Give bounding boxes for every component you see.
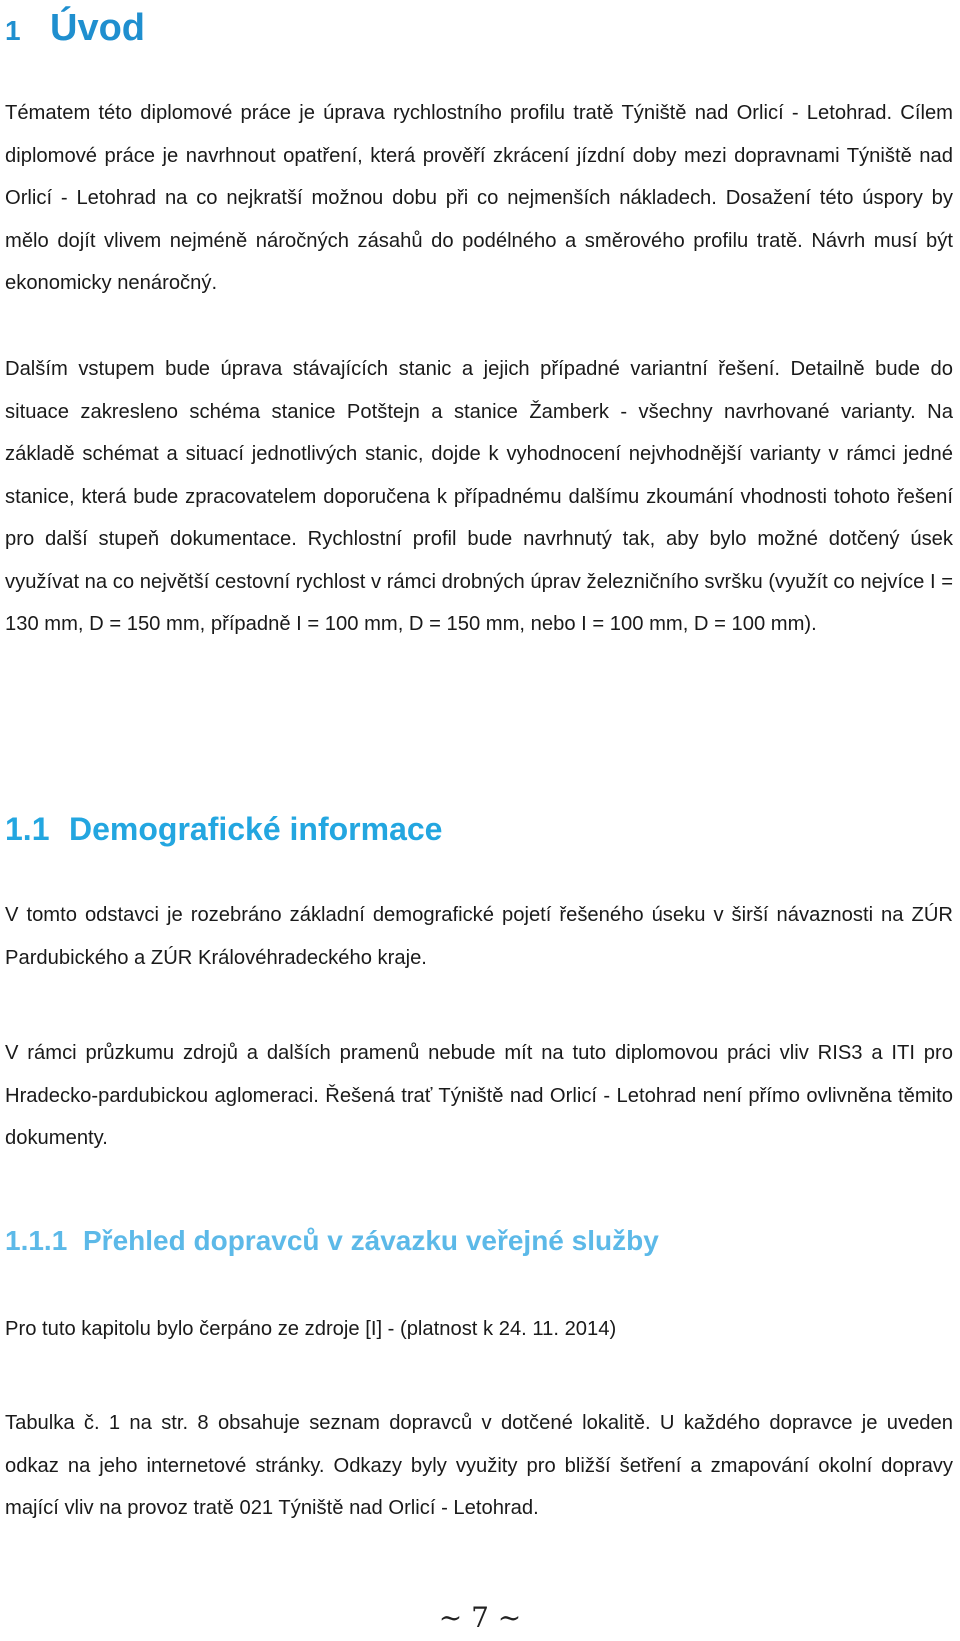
chapter-heading	[5, 2, 145, 57]
chapter-title: Úvod	[50, 7, 145, 49]
subsection-heading	[5, 1220, 659, 1262]
carriers-paragraph: Tabulka č. 1 na str. 8 obsahuje seznam dopravců v dotčené lokalitě. U každého dopravce je uveden odkaz na jeho internetové stránky. Odkazy byly využity pro bližší šetření a zmapování okolní dopravy mající vliv na provoz tratě 021 Týniště nad Orlicí - Letohrad.	[5, 1412, 953, 1519]
intro-paragraph-2: Dalším vstupem bude úprava stávajících stanic a jejich případné variantní řešení. Detailně bude do situace zakresleno schéma stanice Potštejn a stanice Žamberk - všechny navrhované varianty. Na základě schémat a situací jednotlivých stanic, dojde k vyhodnocení nejvhodnější varianty v rámci jedné stanice, která bude zpracovatelem doporučena k případnému dalšímu zkoumání vhodnosti tohoto řešení pro další stupeň dokumentace. Rychlostní profil bude navrhnutý tak, aby bylo možné dotčený úsek využívat na co největší cestovní rychlost v rámci drobných úprav železničního svršku (využít co nejvíce I = 130 mm, D = 150 mm, případně I = 100 mm, D = 150 mm, nebo I = 100 mm, D = 100 mm).	[5, 358, 953, 635]
intro-paragraph-1: Tématem této diplomové práce je úprava rychlostního profilu tratě Týniště nad Orlicí - Letohrad. Cílem diplomové práce je navrhnout opatření, která prověří zkrácení jízdní doby mezi dopravnami Týniště nad Orlicí - Letohrad na co nejkratší možnou dobu při co nejmenších nákladech. Dosažení této úspory by mělo dojít vlivem nejméně náročných zásahů do podélného a směrového profilu tratě. Návrh musí být ekonomicky nenáročný.	[5, 102, 953, 294]
chapter-number: 1	[5, 15, 21, 46]
section-title: Demografické informace	[69, 811, 443, 847]
subsection-title: Přehled dopravců v závazku veřejné služby	[83, 1225, 659, 1256]
section-number: 1.1	[5, 811, 50, 847]
demographic-paragraph-1: V tomto odstavci je rozebráno základní demografické pojetí řešeného úseku v širší návaznosti na ZÚR Pardubického a ZÚR Královéhradeckého kraje.	[5, 904, 953, 969]
page-number: ~ 7 ~	[438, 1601, 522, 1634]
source-paragraph: Pro tuto kapitolu bylo čerpáno ze zdroje [I] - (platnost k 24. 11. 2014)	[5, 1318, 617, 1340]
demographic-paragraph-2: V rámci průzkumu zdrojů a dalších pramenů nebude mít na tuto diplomovou práci vliv RIS3 a ITI pro Hradecko-pardubickou aglomeraci. Řešená trať Týniště nad Orlicí - Letohrad není přímo ovlivněna těmito dokumenty.	[5, 1042, 953, 1149]
subsection-number: 1.1.1	[5, 1225, 68, 1256]
section-heading	[5, 806, 442, 852]
